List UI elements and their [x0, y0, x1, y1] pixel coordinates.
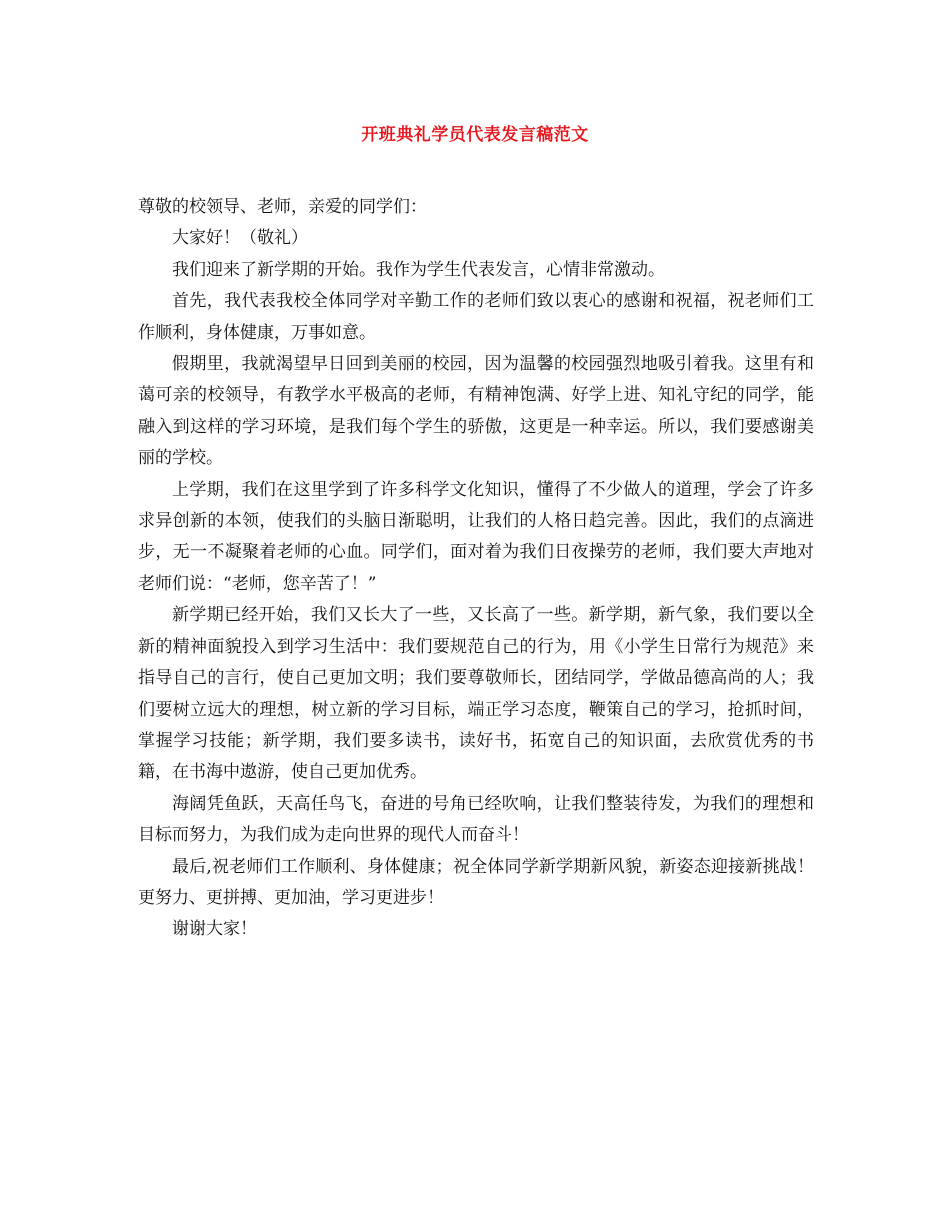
greeting-paragraph: 大家好！（敬礼） — [172, 228, 308, 249]
closing-paragraph: 最后,祝老师们工作顺利、身体健康；祝全体同学新学期新风貌，新姿态迎接新挑战！更努力、更拼搏、更加油，学习更进步！ — [138, 856, 814, 908]
document-body — [138, 192, 814, 946]
body-paragraph: 假期里，我就渴望早日回到美丽的校园，因为温馨的校园强烈地吸引着我。这里有和蔼可亲的校领导，有教学水平极高的老师，有精神饱满、好学上进、知礼守纪的同学，能融入到这样的学习环境，是我们每个学生的骄傲，这更是一种幸运。所以，我们要感谢美丽的学校。 — [138, 354, 814, 469]
body-paragraph: 新学期已经开始，我们又长大了一些，又长高了一些。新学期，新气象，我们要以全新的精神面貌投入到学习生活中：我们要规范自己的行为，用《小学生日常行为规范》来指导自己的言行，使自己更加文明；我们要尊敬师长，团结同学，学做品德高尚的人；我们要树立远大的理想，树立新的学习目标，端正学习态度，鞭策自己的学习，抢抓时间，掌握学习技能；新学期，我们要多读书，读好书，拓宽自己的知识面，去欣赏优秀的书籍，在书海中遨游，使自己更加优秀。 — [138, 605, 814, 783]
body-paragraph: 海阔凭鱼跃，天高任鸟飞，奋进的号角已经吹响，让我们整装待发，为我们的理想和目标而努力，为我们成为走向世界的现代人而奋斗！ — [138, 793, 814, 846]
salutation-paragraph: 尊敬的校领导、老师，亲爱的同学们： — [138, 197, 427, 217]
body-paragraph: 首先，我代表我校全体同学对辛勤工作的老师们致以衷心的感谢和祝福，祝老师们工作顺利，身体健康，万事如意。 — [138, 291, 814, 343]
body-paragraph: 我们迎来了新学期的开始。我作为学生代表发言，心情非常激动。 — [172, 259, 665, 280]
body-paragraph: 上学期，我们在这里学到了许多科学文化知识，懂得了不少做人的道理，学会了许多求异创新的本领，使我们的头脑日渐聪明，让我们的人格日趋完善。因此，我们的点滴进步，无一不凝聚着老师的心血。同学们，面对着为我们日夜操劳的老师，我们要大声地对老师们说：“老师，您辛苦了！” — [138, 479, 814, 594]
thanks-paragraph: 谢谢大家！ — [172, 919, 257, 940]
document-title: 开班典礼学员代表发言稿范文 — [361, 125, 589, 145]
